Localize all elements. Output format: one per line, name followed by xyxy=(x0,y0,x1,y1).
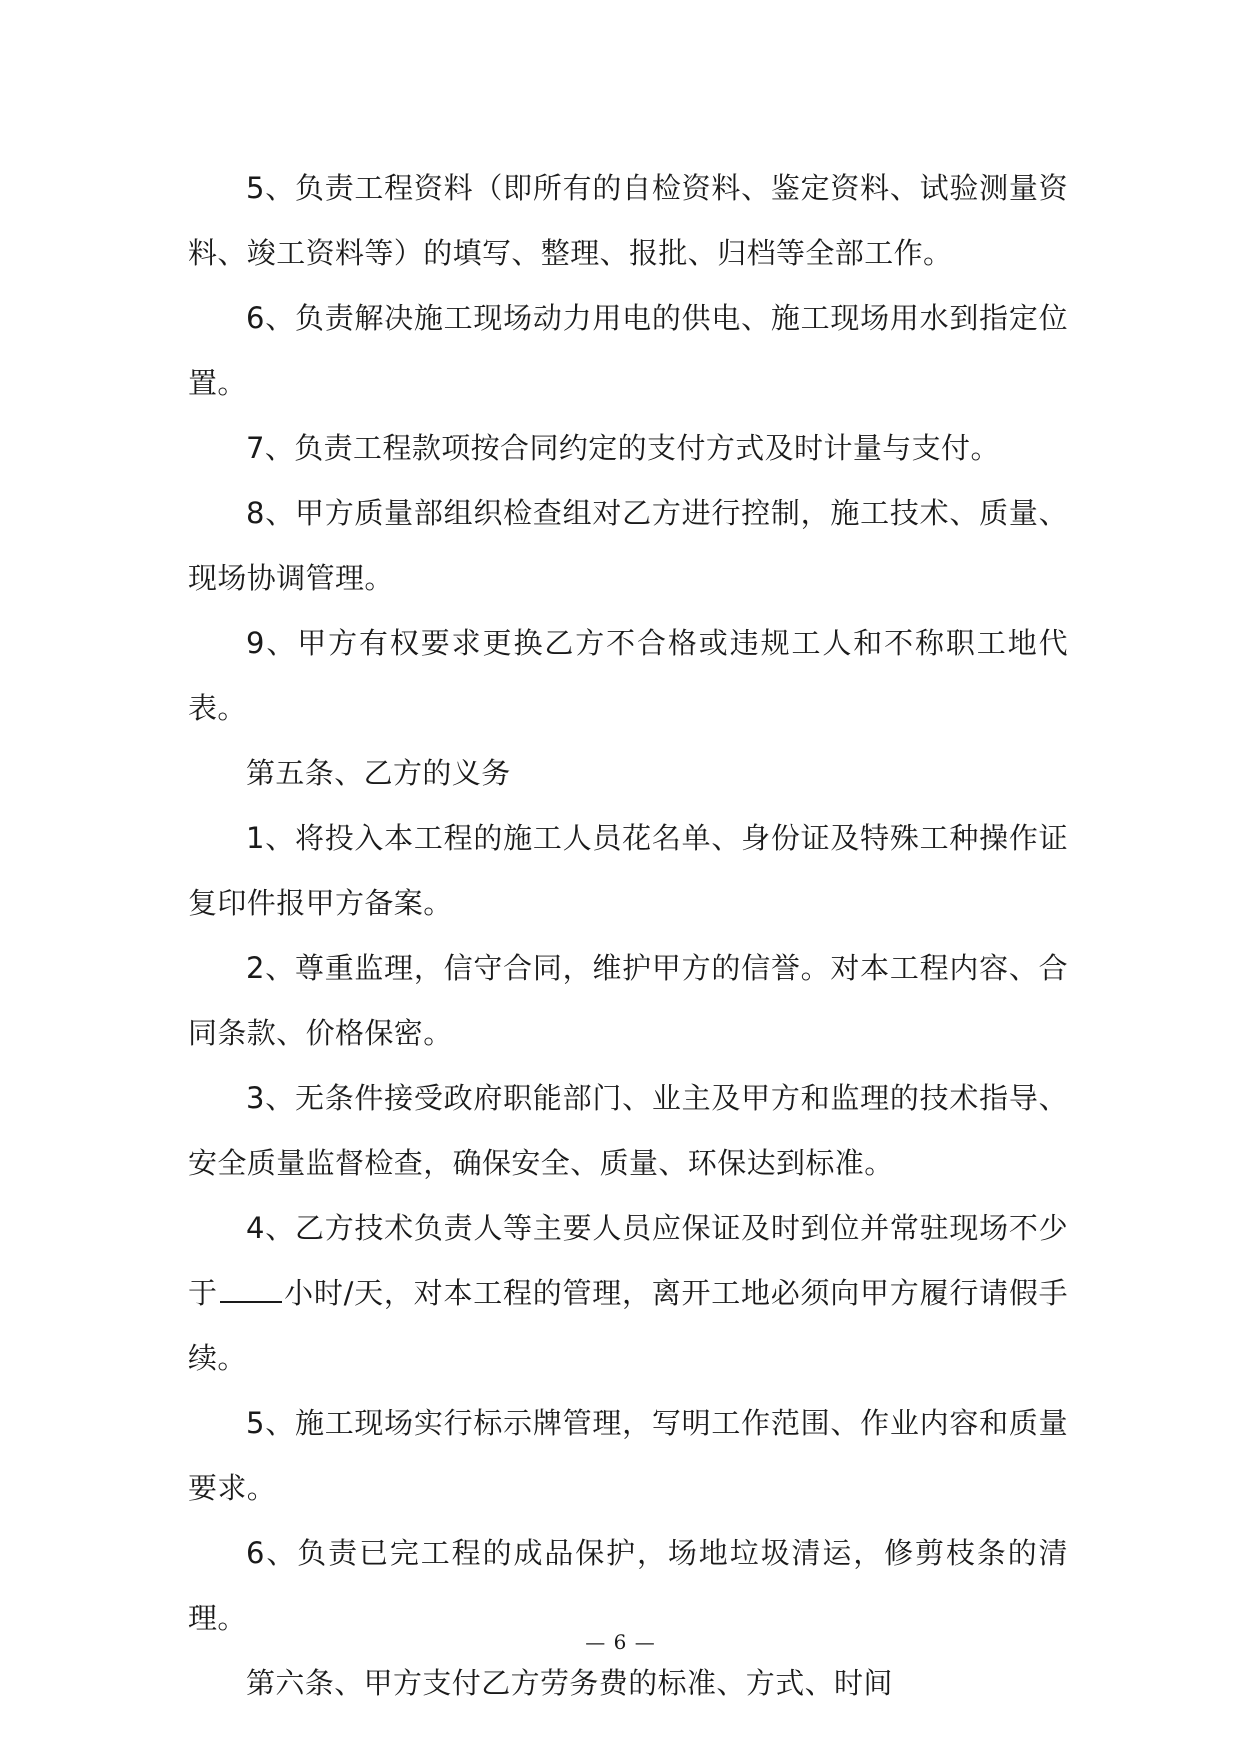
onsite-hours-text-after: 小时/天，对本工程的管理，离开工地必须向甲方履行请假手续。 xyxy=(188,1276,1068,1375)
document-body xyxy=(188,156,1068,1716)
paragraph-item-9-replace-workers: 9、甲方有权要求更换乙方不合格或违规工人和不称职工地代表。 xyxy=(188,626,1068,725)
paragraph-item-6-power-water: 6、负责解决施工现场动力用电的供电、施工现场用水到指定位置。 xyxy=(188,301,1068,400)
paragraph-item-4-onsite-hours xyxy=(188,1196,1068,1391)
section-heading-article-6: 第六条、甲方支付乙方劳务费的标准、方式、时间 xyxy=(246,1666,893,1700)
paragraph-item-5-records: 5、负责工程资料（即所有的自检资料、鉴定资料、试验测量资料、竣工资料等）的填写、整理、报批、归档等全部工作。 xyxy=(188,171,1068,270)
hours-blank-field xyxy=(220,1275,282,1303)
section-heading-article-5: 第五条、乙方的义务 xyxy=(246,756,511,790)
onsite-hours-text-before: 4、乙方技术负责人等主要人员应保证及时到位并常驻现场不少于 xyxy=(188,1211,1068,1310)
paragraph-item-3-supervision: 3、无条件接受政府职能部门、业主及甲方和监理的技术指导、安全质量监督检查，确保安全、质量、环保达到标准。 xyxy=(188,1081,1068,1180)
paragraph-item-2-confidentiality: 2、尊重监理，信守合同，维护甲方的信誉。对本工程内容、合同条款、价格保密。 xyxy=(188,951,1068,1050)
paragraph-item-7-payment: 7、负责工程款项按合同约定的支付方式及时计量与支付。 xyxy=(246,431,1000,465)
paragraph-item-8-quality-control: 8、甲方质量部组织检查组对乙方进行控制，施工技术、质量、现场协调管理。 xyxy=(188,496,1068,595)
paragraph-item-5-signage: 5、施工现场实行标示牌管理，写明工作范围、作业内容和质量要求。 xyxy=(188,1406,1068,1505)
paragraph-item-6-protection-cleanup: 6、负责已完工程的成品保护，场地垃圾清运，修剪枝条的清理。 xyxy=(188,1536,1068,1635)
paragraph-item-1-personnel-filing: 1、将投入本工程的施工人员花名单、身份证及特殊工种操作证复印件报甲方备案。 xyxy=(188,821,1068,920)
page-number: — 6 — xyxy=(585,1630,656,1654)
